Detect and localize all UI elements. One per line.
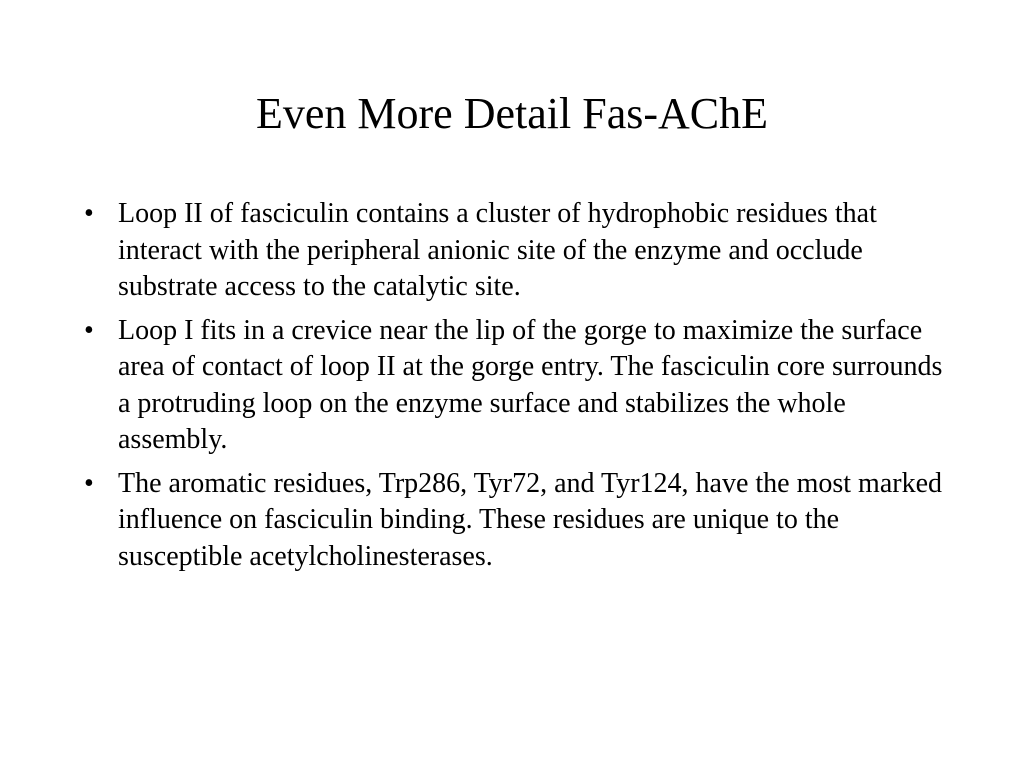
bullet-text: The aromatic residues, Trp286, Tyr72, and Tyr124, have the most marked influence on fasciculin binding. These residues are unique to the susceptible acetylcholinesterases. — [118, 467, 943, 572]
slide-title: Even More Detail Fas-AChE — [256, 89, 768, 138]
bullet-item — [84, 196, 944, 306]
bullet-text: Loop II of fasciculin contains a cluster of hydrophobic residues that interact with the peripheral anionic site of the enzyme and occlude substrate access to the catalytic site. — [118, 198, 877, 302]
bullet-list — [84, 196, 944, 582]
bullet-item — [84, 313, 944, 459]
bullet-text: Loop I fits in a crevice near the lip of the gorge to maximize the surface area of contact of loop II at the gorge entry. The fasciculin core surrounds a protruding loop on the enzyme surface and stabilizes the whole assembly. — [118, 314, 943, 455]
bullet-marker: • — [84, 467, 94, 499]
bullet-marker: • — [84, 198, 94, 229]
bullet-item — [84, 466, 944, 576]
bullet-marker: • — [84, 314, 94, 346]
